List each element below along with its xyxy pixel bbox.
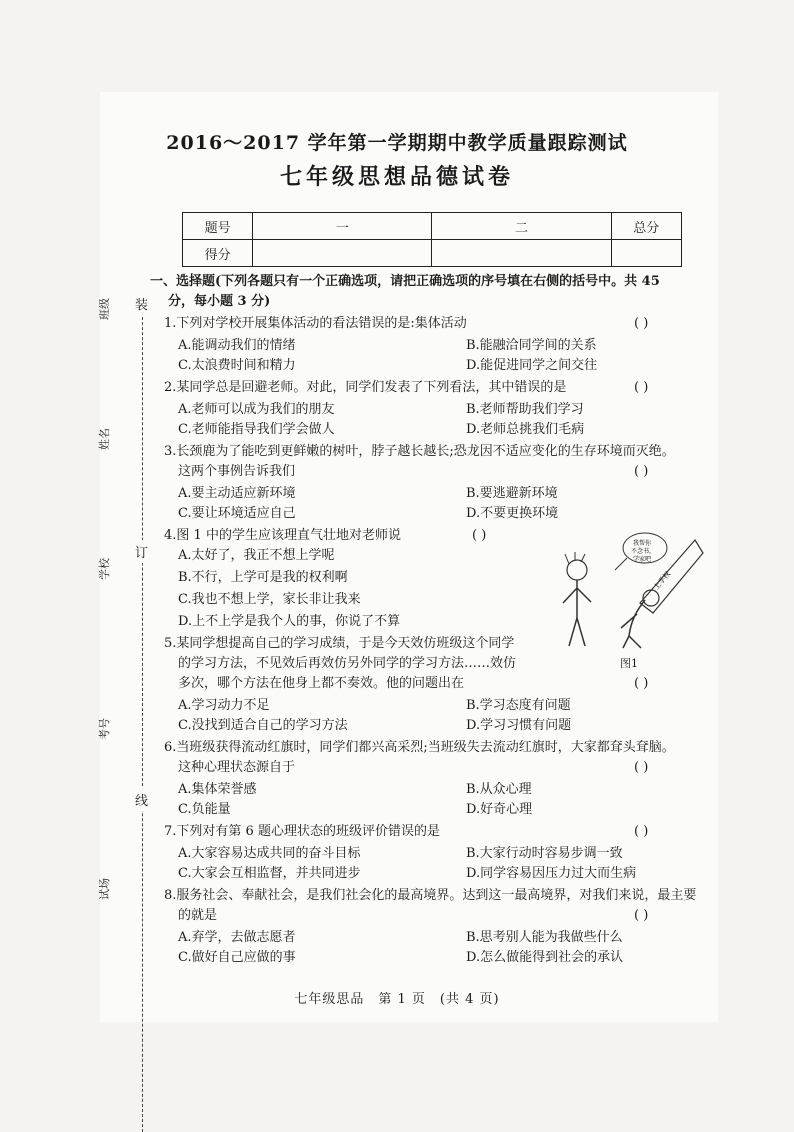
svg-text:学家吧: 学家吧: [633, 556, 652, 563]
q2-option-c: C.老师能指导我们学会做人: [178, 422, 335, 437]
q4-option-c: C.我也不想上学，家长非让我来: [178, 592, 361, 607]
q2-stem: 2.某同学总是回避老师。对此，同学们发表了下列看法，其中错误的是: [164, 380, 567, 395]
q2-option-b: B.老师帮助我们学习: [466, 402, 584, 417]
q8-option-b: B.思考别人能为我做些什么: [466, 930, 623, 945]
q7-stem: 7.下列对有第 6 题心理状态的班级评价错误的是: [164, 824, 440, 839]
q6-option-a: A.集体荣誉感: [178, 782, 257, 797]
q2-answer-paren[interactable]: ( ): [634, 380, 649, 395]
q1-option-d: D.能促进同学之间交往: [466, 358, 598, 373]
score-header-2: 二: [432, 213, 611, 240]
q3-option-c: C.要让环境适应自己: [178, 506, 296, 521]
q4-answer-paren[interactable]: ( ): [472, 528, 487, 543]
q3-option-b: B.要逃避新环境: [466, 486, 558, 501]
q6-answer-paren[interactable]: ( ): [634, 760, 649, 775]
q8-option-c: C.做好自己应做的事: [178, 950, 296, 965]
q3-option-a: A.要主动适应新环境: [178, 486, 296, 501]
q7-option-b: B.大家行动时容易步调一致: [466, 846, 623, 861]
q4-option-d: D.上不上学是我个人的事，你说了不算: [178, 614, 401, 629]
score-header-1: 一: [253, 213, 432, 240]
score-header-total: 总分: [611, 213, 681, 240]
q7-option-c: C.大家会互相监督，并共同进步: [178, 866, 361, 881]
score-table: [182, 212, 682, 267]
q6-option-b: B.从众心理: [466, 782, 532, 797]
q8-stem: 8.服务社会、奉献社会，是我们社会化的最高境界。达到这一最高境界，对我们来说，最主要: [164, 888, 697, 903]
q3-stem: 3.长颈鹿为了能吃到更鲜嫩的树叶，脖子越长越长;恐龙因不适应变化的生存环境而灭绝。: [164, 444, 675, 459]
q3-answer-paren[interactable]: ( ): [634, 464, 649, 479]
score-cell-1[interactable]: [253, 240, 432, 267]
page-footer: 七年级思品 第 1 页 (共 4 页): [294, 992, 500, 1007]
q6-option-c: C.负能量: [178, 802, 231, 817]
q7-option-d: D.同学容易因压力过大而生病: [466, 866, 637, 881]
q5-stem: 5.某同学想提高自己的学习成绩，于是今天效仿班级这个同学: [164, 636, 515, 651]
q5-option-d: D.学习习惯有问题: [466, 718, 572, 733]
q5-answer-paren[interactable]: ( ): [634, 676, 649, 691]
q4-option-a: A.太好了，我正不想上学呢: [178, 548, 335, 563]
exam-subtitle: 七年级思想品德试卷: [279, 164, 514, 190]
score-header-label: 题号: [183, 213, 253, 240]
field-name: 姓名: [98, 428, 111, 450]
score-cell-total[interactable]: [611, 240, 681, 267]
q1-option-c: C.太浪费时间和精力: [178, 358, 296, 373]
q3-stem-2: 这两个事例告诉我们: [178, 464, 296, 479]
q8-stem-2: 的就是: [178, 908, 218, 923]
q2-option-d: D.老师总挑我们毛病: [466, 422, 585, 437]
field-exam-room: 试场: [98, 878, 111, 900]
q5-option-a: A.学习动力不足: [178, 698, 270, 713]
q1-option-a: A.能调动我们的情绪: [178, 338, 296, 353]
figure-bubble-text: 我帮你: [633, 540, 652, 547]
score-row-label: 得分: [183, 240, 253, 267]
q7-option-a: A.大家容易达成共同的奋斗目标: [178, 846, 361, 861]
field-exam-number: 考号: [98, 718, 111, 740]
q5-option-c: C.没找到适合自己的学习方法: [178, 718, 348, 733]
q8-option-a: A.弃学，去做志愿者: [178, 930, 296, 945]
q5-stem-2: 的学习方法，不见效后再效仿另外同学的学习方法……效仿: [178, 656, 517, 671]
score-cell-2[interactable]: [432, 240, 611, 267]
q5-stem-3: 多次，哪个方法在他身上都不奏效。他的问题出在: [178, 676, 465, 691]
figure-1-illustration: [545, 528, 705, 653]
svg-text:不念书，: 不念书，: [631, 548, 656, 555]
q1-stem: 1.下列对学校开展集体活动的看法错误的是:集体活动: [164, 316, 467, 331]
q8-option-d: D.怎么做能得到社会的承认: [466, 950, 624, 965]
section-heading-cont: 分，每小题 3 分): [168, 294, 271, 309]
binding-mark-zhuang: 装: [135, 292, 148, 315]
q1-option-b: B.能融洽同学间的关系: [466, 338, 597, 353]
field-class: 班级: [98, 298, 111, 320]
section-heading: 一、选择题(下列各题只有一个正确选项，请把正确选项的序号填在右侧的括号中。共 45: [150, 274, 660, 289]
q6-option-d: D.好奇心理: [466, 802, 533, 817]
figure-1-caption: 图1: [620, 657, 638, 670]
binding-mark-xian: 线: [135, 788, 148, 811]
q8-answer-paren[interactable]: ( ): [634, 908, 649, 923]
q4-option-b: B.不行，上学可是我的权利啊: [178, 570, 348, 585]
exam-title: 2016～2017 学年第一学期期中教学质量跟踪测试: [166, 132, 628, 154]
q7-answer-paren[interactable]: ( ): [634, 824, 649, 839]
q4-stem: 4.图 1 中的学生应该理直气壮地对老师说: [164, 528, 401, 543]
q6-stem-2: 这种心理状态源自于: [178, 760, 296, 775]
binding-mark-ding: 订: [135, 540, 148, 563]
q6-stem: 6.当班级获得流动红旗时，同学们都兴高采烈;当班级失去流动红旗时，大家都耷头耷脑。: [164, 740, 675, 755]
q1-answer-paren[interactable]: ( ): [634, 316, 649, 331]
figure-sign-text: 上学权: [652, 570, 673, 592]
q5-option-b: B.学习态度有问题: [466, 698, 571, 713]
q3-option-d: D.不要更换环境: [466, 506, 559, 521]
field-school: 学校: [98, 558, 111, 580]
q2-option-a: A.老师可以成为我们的朋友: [178, 402, 335, 417]
